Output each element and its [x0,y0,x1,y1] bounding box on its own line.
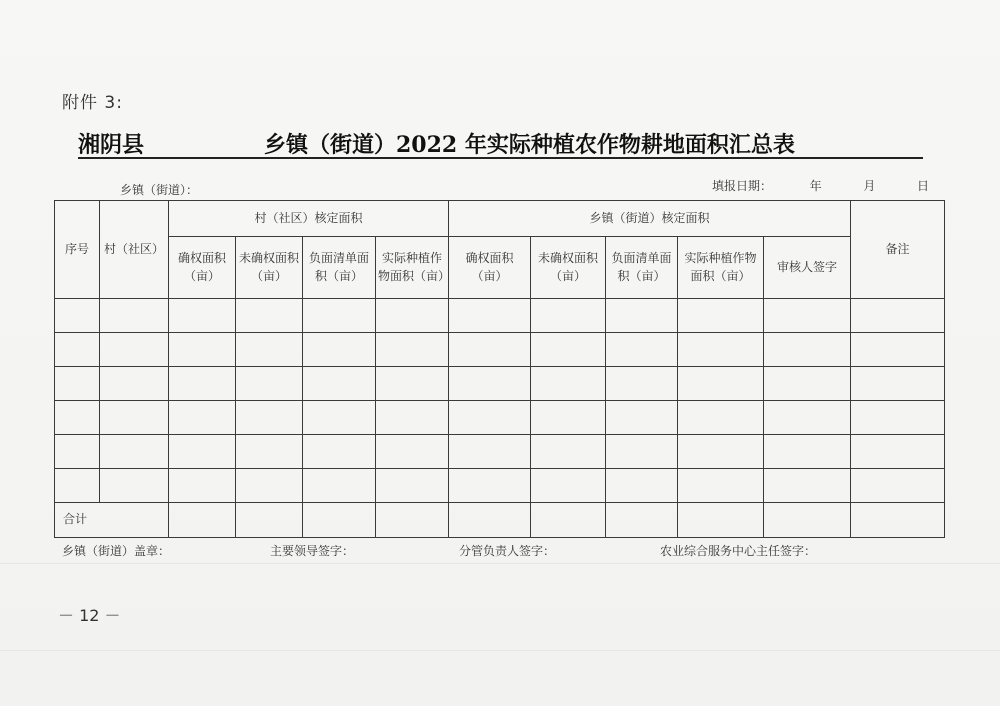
signature-row [62,542,892,560]
header-township-negative: 负面清单面积（亩） [606,237,678,299]
table-row [55,435,945,469]
header-seq: 序号 [55,201,100,299]
header-remarks: 备注 [851,201,945,299]
title-row [78,128,923,162]
seal-label: 乡镇（街道）盖章： [62,544,171,558]
table-row [55,469,945,503]
page-title: 乡镇（街道）2022 年实际种植农作物耕地面积汇总表 [264,132,795,158]
fill-date-label: 填报日期： [712,179,773,193]
header-township-confirmed: 确权面积（亩） [449,237,531,299]
total-row [55,503,945,538]
header-township-planted: 实际种植作物面积（亩） [678,237,764,299]
divider [0,563,1000,564]
year-label: 年 [809,179,822,193]
table-row [55,401,945,435]
township-field-label: 乡镇（街道）： [120,183,199,197]
header-township-unconfirmed: 未确权面积（亩） [531,237,606,299]
day-label: 日 [917,179,930,193]
divider [0,650,1000,651]
header-village-unconfirmed: 未确权面积（亩） [236,237,303,299]
page-number: － 12 － [58,606,121,625]
table-row [55,333,945,367]
center-director-signature-label: 农业综合服务中心主任签字： [660,544,817,558]
header-village-group: 村（社区）核定面积 [169,201,449,237]
header-reviewer-signature: 审核人签字 [764,237,851,299]
in-charge-signature-label: 分管负责人签字： [459,544,556,558]
month-label: 月 [863,179,876,193]
county-name: 湘阴县 [78,132,145,158]
table-row [55,367,945,401]
table-row [55,299,945,333]
summary-table [54,200,945,538]
attachment-label: 附件 3: [62,93,123,113]
header-village: 村（社区） [100,201,169,299]
header-village-confirmed: 确权面积（亩） [169,237,236,299]
total-label: 合计 [55,503,169,538]
leader-signature-label: 主要领导签字： [270,544,355,558]
title-underline [78,157,923,159]
header-village-planted: 实际种植作物面积（亩） [376,237,449,299]
header-village-negative: 负面清单面积（亩） [303,237,376,299]
header-township-group: 乡镇（街道）核定面积 [449,201,851,237]
fill-date-field [712,177,929,194]
